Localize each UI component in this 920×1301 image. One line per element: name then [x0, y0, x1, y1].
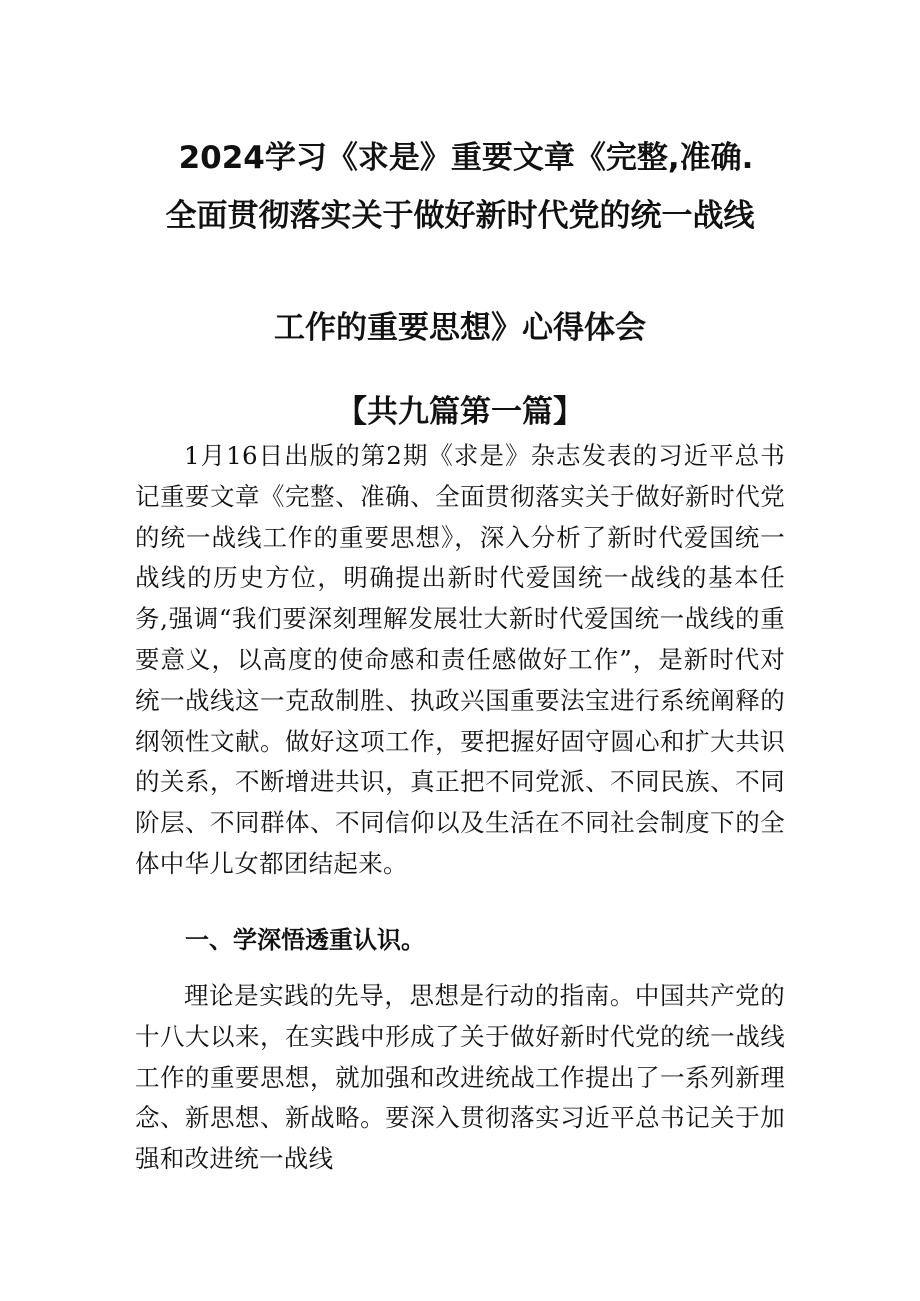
section-heading: 一、学深悟透重认识。 [185, 926, 425, 954]
document-title-line-3: 工作的重要思想》心得体会 [274, 310, 646, 346]
document-subtitle: 【共九篇第一篇】 [336, 394, 584, 430]
paragraph-theory: 理论是实践的先导，思想是行动的指南。中国共产党的十八大以来，在实践中形成了关于做好新时代党的统一战线工作的重要思想，就加强和改进统战工作提出了一系列新理念、新思想、新战略。要深入贯彻落实习近平总书记关于加强和改进统一战线 [135, 981, 785, 1174]
document-title-line-2: 全面贯彻落实关于做好新时代党的统一战线 [165, 198, 755, 234]
document-title-line-1: 2024学习《求是》重要文章《完整,准确. [178, 140, 754, 176]
paragraph-intro: 1月16日出版的第2期《求是》杂志发表的习近平总书记重要文章《完整、准确、全面贯彻落实关于做好新时代党的统一战线工作的重要思想》，深入分析了新时代爱国统一战线的历史方位，明确提出新时代爱国统一战线的基本任务,强调“我们要深刻理解发展壮大新时代爱国统一战线的重要意义，以高度的使命感和责任感做好工作”，是新时代对统一战线这一克敌制胜、执政兴国重要法宝进行系统阐释的纲领性文献。做好这项工作，要把握好固守圆心和扩大共识的关系，不断增进共识，真正把不同党派、不同民族、不同阶层、不同群体、不同信仰以及生活在不同社会制度下的全体中华儿女都团结起来。 [135, 441, 785, 878]
